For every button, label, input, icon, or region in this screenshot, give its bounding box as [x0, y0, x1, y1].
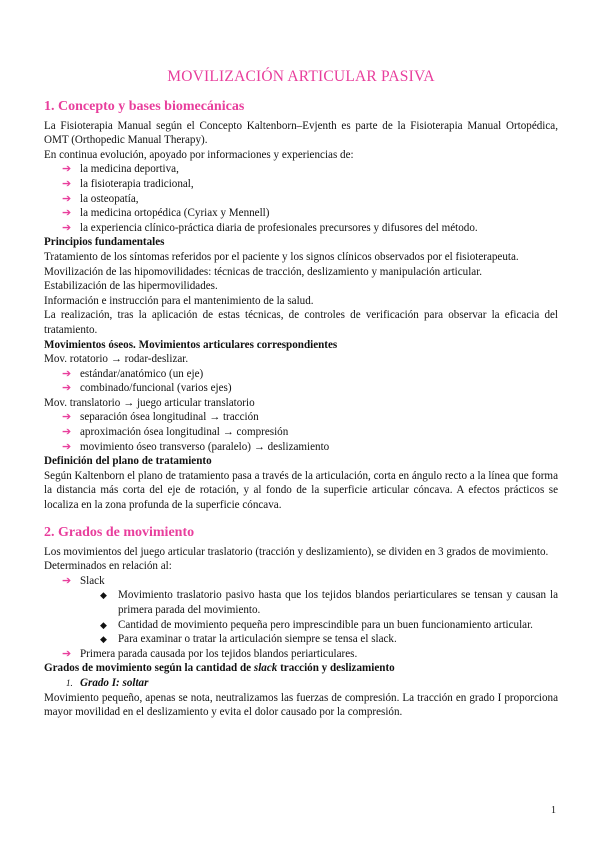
arrow-icon: ➔: [62, 221, 72, 234]
page-number: 1: [551, 805, 556, 816]
principle-text: Tratamiento de los síntomas referidos por el paciente y los signos clínicos observados por el fisioterapeuta.: [44, 250, 519, 263]
arrow-icon: ➔: [62, 177, 72, 190]
arrow-icon: ➔: [62, 192, 72, 205]
evolution-text: En continua evolución, apoyado por informaciones y experiencias de:: [44, 148, 354, 161]
plane-paragraph: Según Kaltenborn el plano de tratamiento pasa a través de la articulación, corta en ángulo recto a la línea que forma la distancia más corta del eje de rotación, y al fondo de la superficie articular cóncava. A efectos prácticos se localiza en la zona profunda de la superficie cóncava.: [44, 469, 558, 512]
list-item: ◆ Para examinar o tratar la articulación siempre se tensa el slack.: [100, 633, 397, 646]
list-item: ➔ aproximación ósea longitudinal → compresión: [62, 426, 289, 439]
rotatory-list: [44, 367, 558, 396]
list-item: ➔ la experiencia clínico-práctica diaria de profesionales precursores y difusores del método.: [62, 221, 478, 234]
list-item: ◆ Movimiento traslatorio pasivo hasta que los tejidos blandos periarticulares se tensan y causan la primera parada del movimiento.: [100, 589, 558, 616]
principle-text: Información e instrucción para el mantenimiento de la salud.: [44, 294, 314, 307]
list-item: ➔ la medicina deportiva,: [62, 163, 179, 176]
arrow-icon: ➔: [62, 163, 72, 176]
list-item: ➔ la medicina ortopédica (Cyriax y Mennell): [62, 207, 270, 220]
slack-list: [44, 574, 558, 589]
rotatory-text: Mov. rotatorio → rodar-deslizar.: [44, 353, 189, 366]
arrow-icon: ➔: [62, 411, 72, 424]
diamond-bullet-icon: ◆: [100, 619, 107, 630]
list-item: ➔ Primera parada causada por los tejidos blandos periarticulares.: [62, 647, 358, 660]
grades-intro: Los movimientos del juego articular traslatorio (tracción y deslizamiento), se dividen en 3 grados de movimiento.: [44, 545, 549, 558]
arrow-icon: ➔: [62, 367, 72, 380]
section-1-heading: 1. Concepto y bases biomecánicas: [44, 98, 245, 114]
page-title: MOVILIZACIÓN ARTICULAR PASIVA: [167, 68, 435, 85]
grade-1-label: 1. Grado I: soltar: [66, 676, 149, 689]
list-item: ➔ la osteopatía,: [62, 192, 139, 205]
list-item: ➔ la fisioterapia tradicional,: [62, 177, 194, 190]
arrow-icon: ➔: [62, 574, 72, 587]
translatory-text: Mov. translatorio → juego articular translatorio: [44, 396, 255, 409]
intro-paragraph: La Fisioterapia Manual según el Concepto Kaltenborn–Evjenth es parte de la Fisioterapia Manual Ortopédica, OMT (Orthopedic Manual Therapy).: [44, 119, 558, 147]
grades-heading: Grados de movimiento según la cantidad de slack tracción y deslizamiento: [44, 662, 395, 675]
grade-1-paragraph: Movimiento pequeño, apenas se nota, neutralizamos las fuerzas de compresión. La tracción en grado I proporciona mayor movilidad en el deslizamiento y evita el dolor causado por la compresión.: [44, 691, 558, 719]
slack-details-list: [44, 588, 558, 646]
movements-heading: Movimientos óseos. Movimientos articulares correspondientes: [44, 338, 338, 351]
list-item: ➔ Slack: [62, 574, 105, 587]
principles-heading: Principios fundamentales: [44, 236, 165, 249]
list-item: ➔ combinado/funcional (varios ejes): [62, 382, 232, 395]
principle-text: La realización, tras la aplicación de estas técnicas, de controles de verificación para observar la eficacia del tratamiento.: [44, 309, 558, 336]
determined-text: Determinados en relación al:: [44, 560, 172, 573]
list-item: ➔ estándar/anatómico (un eje): [62, 367, 204, 380]
first-stop-list: [44, 647, 558, 662]
diamond-bullet-icon: ◆: [100, 590, 107, 601]
arrow-icon: ➔: [62, 647, 72, 660]
plane-heading: Definición del plano de tratamiento: [44, 455, 212, 468]
translatory-list: [44, 410, 558, 454]
sources-list: [44, 162, 558, 235]
arrow-icon: ➔: [62, 440, 72, 453]
section-2-heading: 2. Grados de movimiento: [44, 524, 195, 540]
list-item: ◆ Cantidad de movimiento pequeña pero imprescindible para un buen funcionamiento articular.: [100, 618, 533, 631]
principle-text: Movilización de las hipomovilidades: técnicas de tracción, deslizamiento y manipulación articular.: [44, 265, 483, 278]
list-item: ➔ separación ósea longitudinal → tracción: [62, 411, 259, 424]
arrow-icon: ➔: [62, 382, 72, 395]
arrow-icon: ➔: [62, 207, 72, 220]
diamond-bullet-icon: ◆: [100, 634, 107, 645]
principle-text: Estabilización de las hipermovilidades.: [44, 280, 218, 293]
arrow-icon: ➔: [62, 426, 72, 439]
list-item: ➔ movimiento óseo transverso (paralelo) → deslizamiento: [62, 440, 330, 453]
document-page: [44, 70, 558, 720]
